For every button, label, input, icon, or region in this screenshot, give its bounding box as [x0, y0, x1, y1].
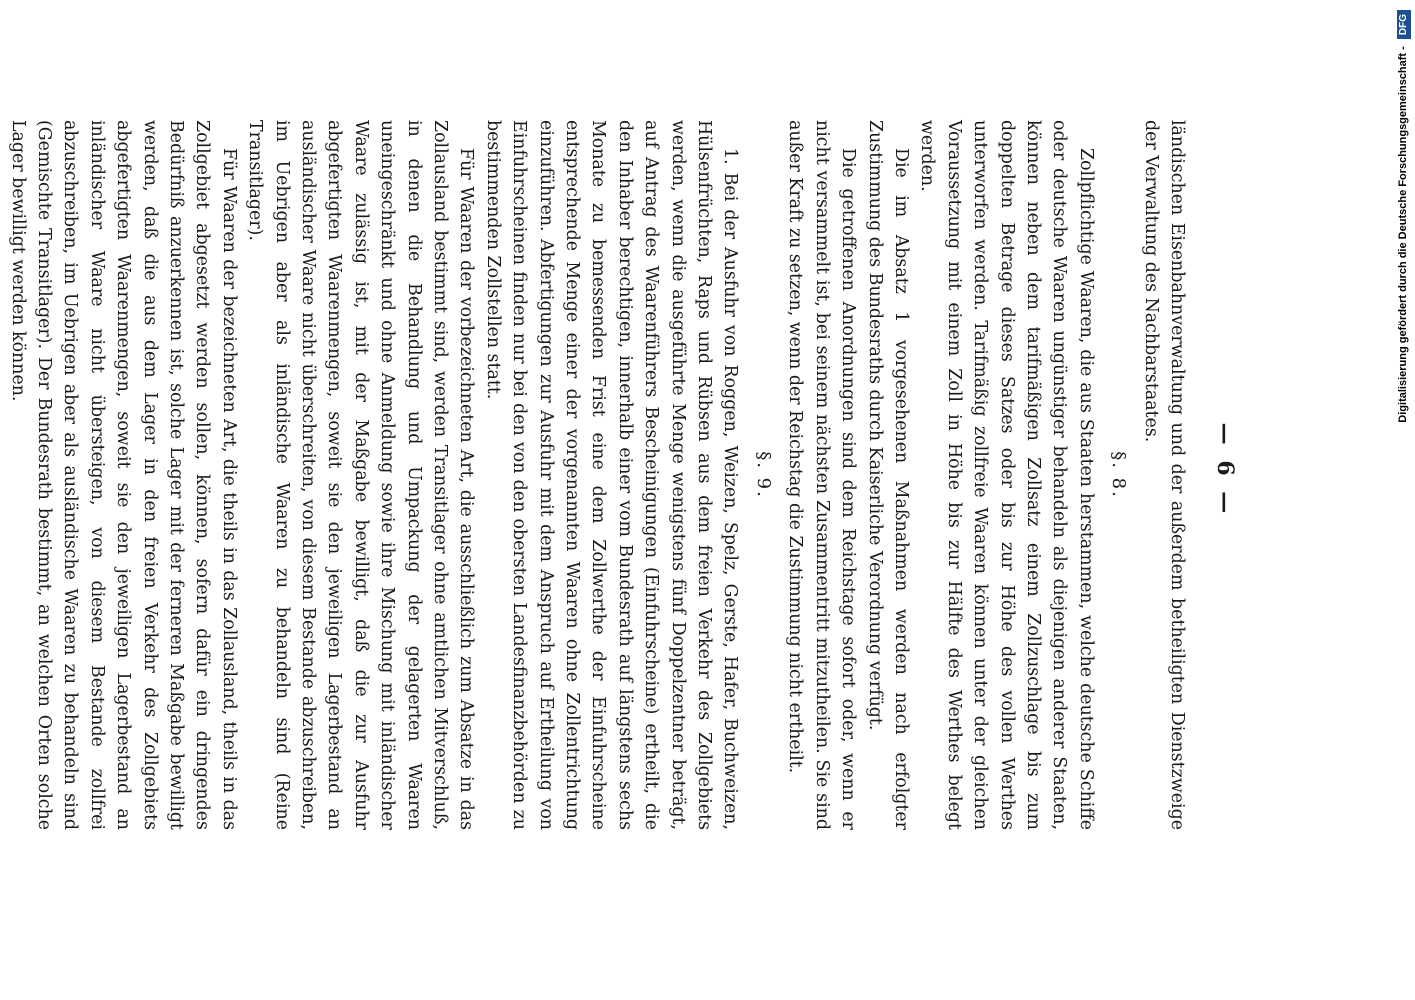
document-page: [7, 80, 1250, 860]
section-8-paragraph-2: Die im Absatz 1 vorgesehenen Maßnahmen werden nach erfolgter Zustimmung des Bundesraths durch Kaiserliche Verordnung verfügt.: [864, 120, 911, 830]
digitization-credit: [1367, 10, 1409, 990]
section-9-paragraph-4: [0, 120, 4, 830]
dfg-logo-badge: DFG: [1397, 10, 1411, 39]
intro-paragraph: ländischen Eisenbahnverwaltung und der außerdem betheiligten Dienstzweige der Verwaltung des Nachbarstaates.: [1140, 120, 1187, 830]
credit-text: Digitalisierung gefördert durch die Deutsche Forschungsgemeinschaft -: [1397, 46, 1409, 423]
section-8-paragraph-1: Zollpflichtige Waaren, die aus Staaten herstammen, welche deutsche Schiffe oder deutsche Waaren ungünstiger behandeln als diejenigen anderer Staaten, können neben dem tarifmäßigen Zollsatz einem Zollzuschlage bis zum doppelten Betrage dieses Satzes oder bis zur Höhe des vollen Werthes unterworfen werden. Tarifmäßig zollfreie Waaren können unter der gleichen Voraussetzung mit einem Zoll in Höhe bis zur Hälfte des Werthes belegt werden.: [917, 120, 1096, 830]
section-8-heading: §. 8.: [1108, 451, 1130, 499]
body-text: [0, 120, 1190, 830]
section-9-paragraph-1: 1. Bei der Ausfuhr von Roggen, Weizen, Spelz, Gerste, Hafer, Buchweizen, Hülsenfrüchten, Raps und Rübsen aus dem freien Verkehr des Zollgebiets werden, wenn die ausgeführte Menge wenigstens fünf Doppelzentner beträgt, auf Antrag des Waarenführers Bescheinigungen (Einfuhrscheine) ertheilt, die den Inhaber berechtigen, innerhalb einer vom Bundesrath auf längstens sechs Monate zu bemessenden Frist eine dem Zollwerthe der Einfuhrscheine entsprechende Menge einer der vorgenannten Waaren ohne Zollentrichtung einzuführen. Abfertigungen zur Ausfuhr mit dem Anspruch auf Ertheilung von Einfuhrscheinen finden nur bei den von den obersten Landesfinanzbehörden zu bestimmenden Zollstellen statt.: [482, 120, 741, 830]
section-9-heading: §. 9.: [752, 451, 774, 499]
section-9-paragraph-2: Für Waaren der vorbezeichneten Art, die ausschließlich zum Absatze in das Zollausland bestimmt sind, werden Transitlager ohne amtlichen Mitverschluß, in denen die Behandlung und Umpackung der gelagerten Waaren uneingeschränkt und ohne Anmeldung sowie ihre Mischung mit inländischer Waare zulässig ist, mit der Maßgabe bewilligt, daß die zur Ausfuhr abgefertigten Waarenmengen, soweit sie den jeweiligen Lagerbestand an ausländischer Waare nicht überschreiten, von diesem Bestande abzuschreiben, im Uebrigen aber als inländische Waaren zu behandeln sind (Reine Transitlager).: [245, 120, 477, 830]
section-8-paragraph-3: Die getroffenen Anordnungen sind dem Reichstage sofort oder, wenn er nicht versammelt ist, bei seinem nächsten Zusammentritt mitzutheilen. Sie sind außer Kraft zu setzen, wenn der Reichstag die Zustimmung nicht ertheilt.: [785, 120, 859, 830]
page-number: — 6 —: [1212, 422, 1238, 518]
section-9-paragraph-3: Für Waaren der bezeichneten Art, die theils in das Zollausland, theils in das Zollgebiet abgesetzt werden sollen, können, sofern dafür ein dringendes Bedürfniß anzuerkennen ist, solche Lager mit der ferneren Maßgabe bewilligt werden, daß die aus dem Lager in den freien Verkehr des Zollgebiets abgefertigten Waarenmengen, soweit sie den jeweiligen Lagerbestand an inländischer Waare nicht übersteigen, von diesem Bestande zollfrei abzuschreiben, im Uebrigen aber als ausländische Waaren zu behandeln sind (Gemischte Transitlager). Der Bundesrath bestimmt, an welchen Orten solche Lager bewilligt werden können.: [7, 120, 239, 830]
